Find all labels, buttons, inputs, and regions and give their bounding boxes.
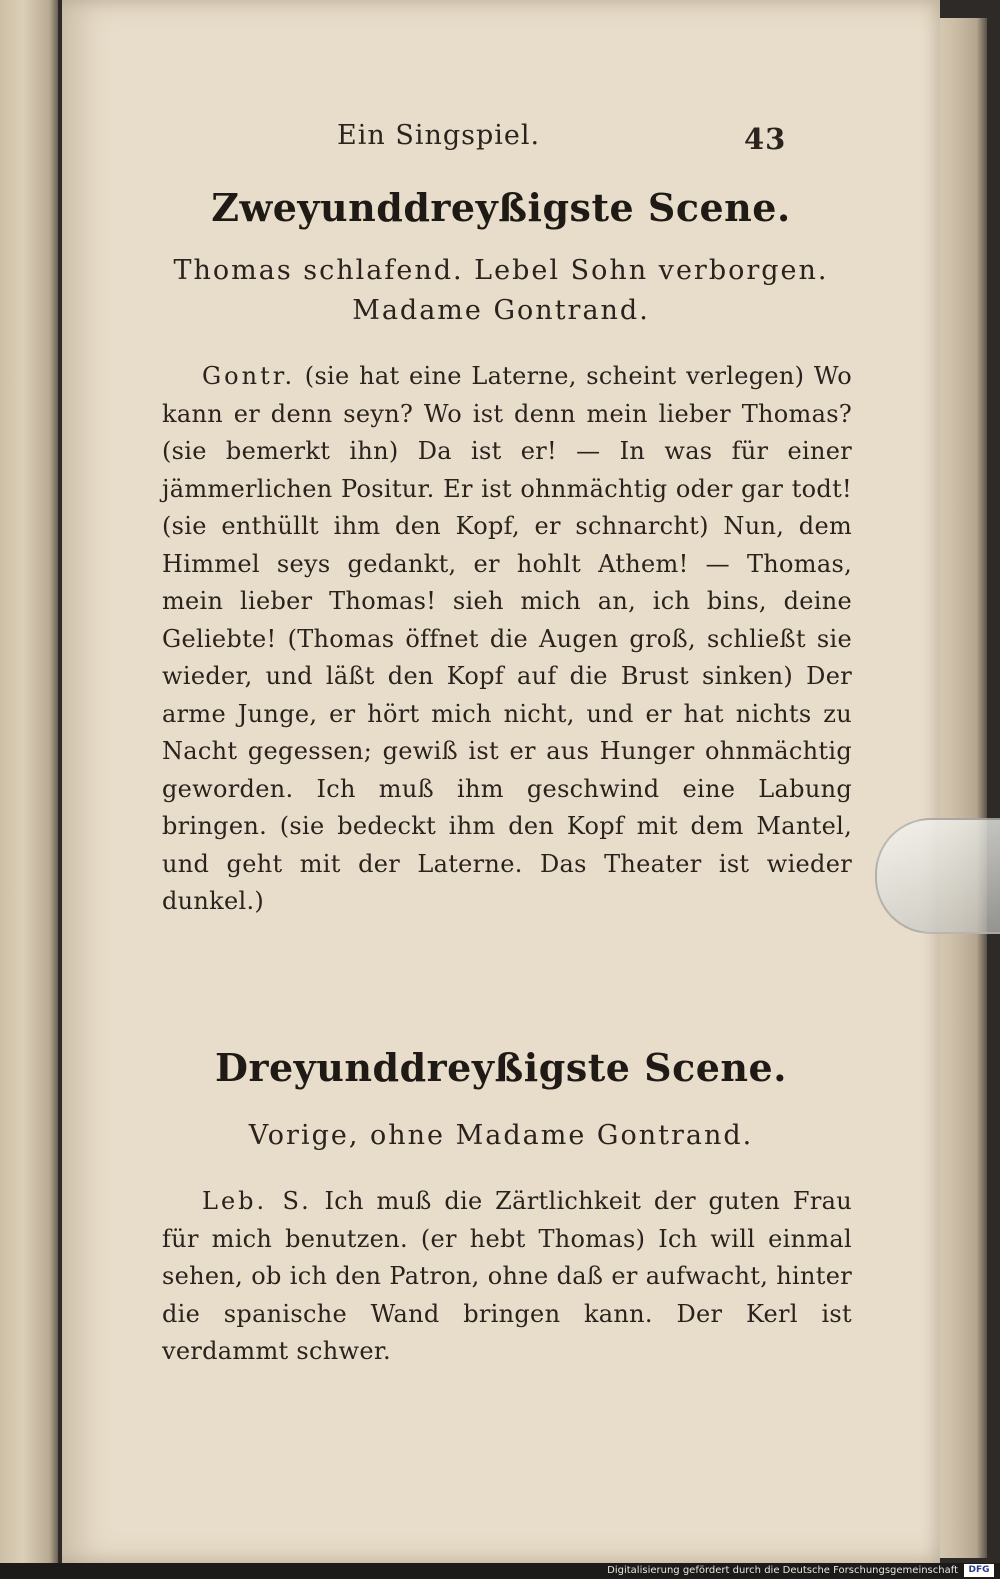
scene-32-cast-line-1: Thomas schlafend. Lebel Sohn verborgen.	[173, 255, 829, 286]
scene-33-heading: Dreyunddreyßigste Scene.	[215, 1045, 787, 1090]
dfg-logo: DFG	[964, 1564, 994, 1577]
scene-33-cast-line: Vorige, ohne Madame Gontrand.	[248, 1120, 754, 1151]
scene-32-text: (sie hat eine Laterne, scheint verlegen) Wo kann er denn seyn? Wo ist denn mein lieber Thomas? (sie bemerkt ihn) Da ist er! — In was für einer jämmerlichen Positur. Er ist ohnmächtig oder gar todt! (sie enthüllt ihm den Kopf, er schnarcht) Nun, dem Himmel seys gedankt, er hohlt Athem! — Thomas, mein lieber Thomas! sieh mich an, ich bins, deine Geliebte! (Thomas öffnet die Augen groß, schließt sie wieder, und läßt den Kopf auf die Brust sinken) Der arme Junge, er hört mich nicht, und er hat nichts zu Nacht gegessen; gewiß ist er aus Hunger ohnmächtig geworden. Ich muß ihm geschwind eine Labung bringen. (sie bedeckt ihm den Kopf mit dem Mantel, und geht mit der Laterne. Das Theater ist wieder dunkel.)	[162, 362, 852, 915]
scene-32-dialogue	[162, 358, 852, 921]
scene-32-speaker: Gontr.	[202, 362, 296, 390]
scene-32-cast-line-2: Madame Gontrand.	[352, 295, 650, 326]
book-left-edge	[0, 0, 58, 1579]
scene-32-heading: Zweyunddreyßigste Scene.	[211, 185, 791, 230]
book-right-edge	[935, 18, 987, 1558]
running-title: Ein Singspiel.	[337, 120, 541, 151]
scene-33-dialogue	[162, 1183, 852, 1371]
digitization-credit: Digitalisierung gefördert durch die Deutsche Forschungsgemeinschaft	[0, 1563, 1000, 1579]
scene-33-text: Ich muß die Zärtlichkeit der guten Frau für mich benutzen. (er hebt Thomas) Ich will einmal sehen, ob ich den Patron, ohne daß er aufwacht, hinter die spanische Wand bringen kann. Der Kerl ist verdammt schwer.	[162, 1187, 852, 1365]
scene-33-speaker: Leb. S.	[202, 1187, 312, 1215]
page-clip	[875, 818, 1000, 934]
book-page	[62, 0, 940, 1563]
page-number: 43	[744, 122, 787, 156]
